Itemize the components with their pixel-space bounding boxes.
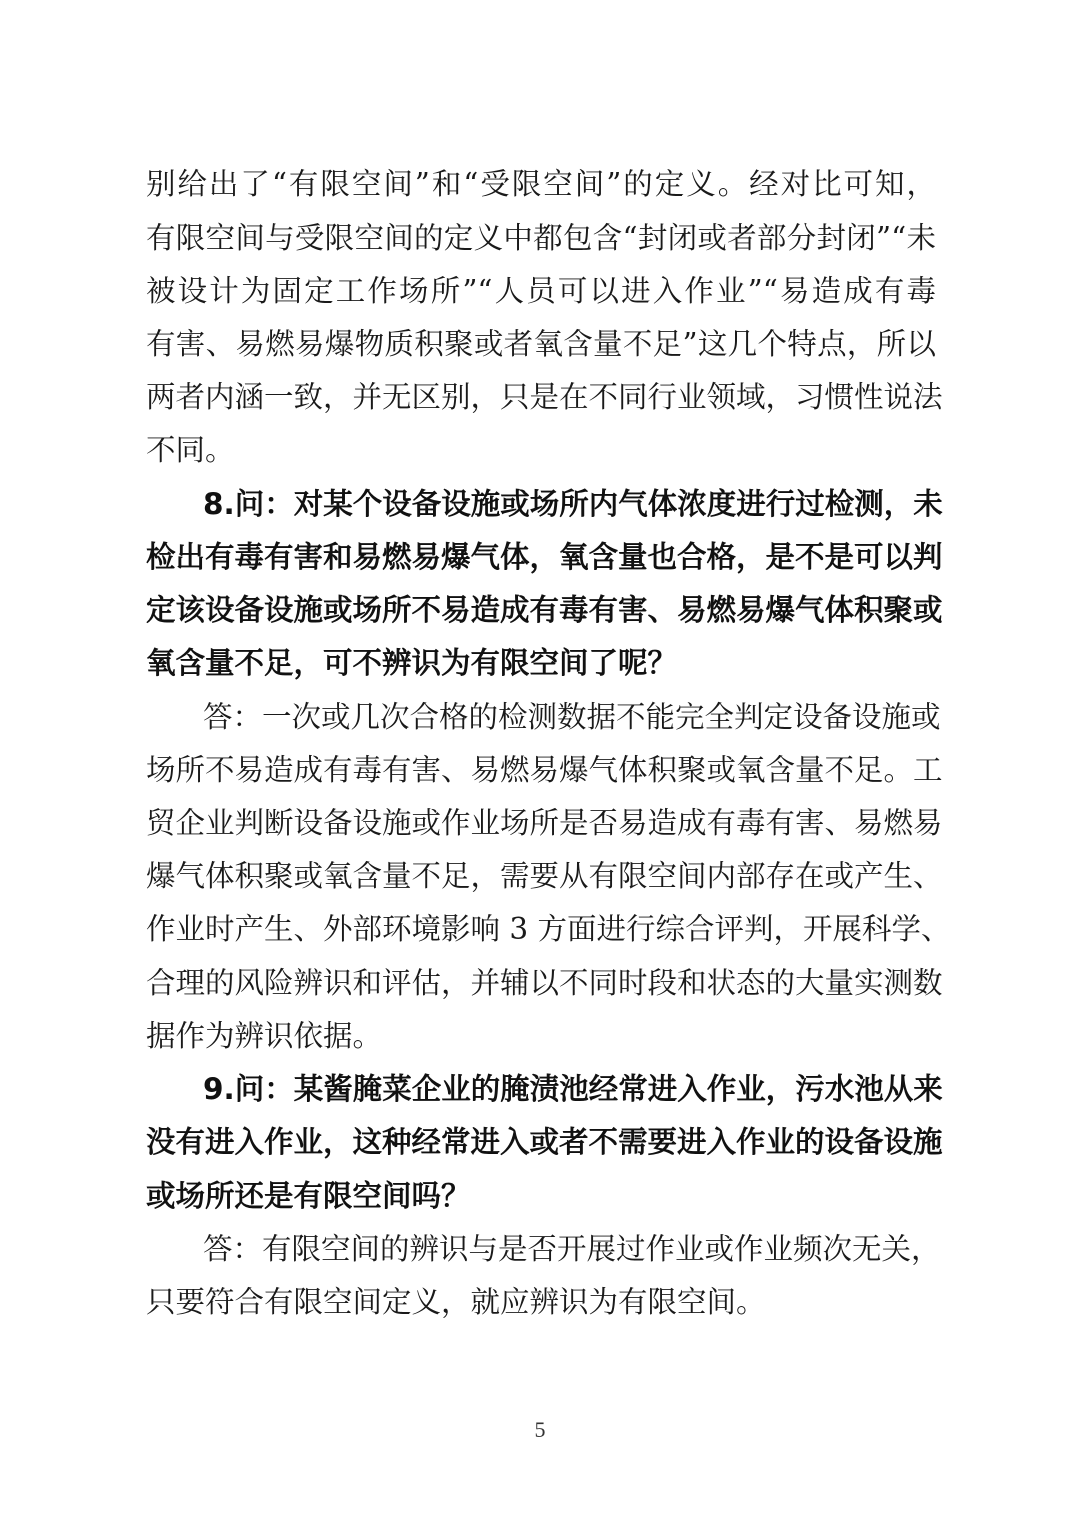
paragraph-line: 两者内涵一致，并无区别，只是在不同行业领域，习惯性说法 bbox=[146, 380, 943, 414]
answer-line: 据作为辨识依据。 bbox=[146, 1019, 383, 1053]
answer-line: 答：一次或几次合格的检测数据不能完全判定设备设施或 bbox=[203, 700, 941, 734]
question-line: 没有进入作业，这种经常进入或者不需要进入作业的设备设施 bbox=[146, 1125, 943, 1159]
question-line: 氧含量不足，可不辨识为有限空间了呢？ bbox=[146, 646, 678, 680]
answer-line: 场所不易造成有毒有害、易燃易爆气体积聚或氧含量不足。工 bbox=[146, 753, 943, 787]
paragraph-line: 有害、易燃易爆物质积聚或者氧含量不足”这几个特点，所以 bbox=[146, 327, 936, 361]
answer-line: 爆气体积聚或氧含量不足，需要从有限空间内部存在或产生、 bbox=[146, 859, 943, 893]
question-line: 定该设备设施或场所不易造成有毒有害、易燃易爆气体积聚或 bbox=[146, 593, 943, 627]
paragraph-line: 别给出了“有限空间”和“受限空间”的定义。经对比可知， bbox=[146, 167, 936, 201]
paragraph-line: 被设计为固定工作场所”“人员可以进入作业”“易造成有毒 bbox=[146, 274, 936, 308]
answer-line: 合理的风险辨识和评估，并辅以不同时段和状态的大量实测数 bbox=[146, 966, 943, 1000]
question-line: 8.问：对某个设备设施或场所内气体浓度进行过检测，未 bbox=[203, 487, 943, 521]
answer-line: 答：有限空间的辨识与是否开展过作业或作业频次无关， bbox=[203, 1232, 941, 1266]
answer-line: 贸企业判断设备设施或作业场所是否易造成有毒有害、易燃易 bbox=[146, 806, 943, 840]
answer-line: 只要符合有限空间定义，就应辨识为有限空间。 bbox=[146, 1285, 766, 1319]
question-line: 检出有毒有害和易燃易爆气体，氧含量也合格，是不是可以判 bbox=[146, 540, 943, 574]
page-number: 5 bbox=[534, 1417, 546, 1442]
answer-line: 作业时产生、外部环境影响 3 方面进行综合评判，开展科学、 bbox=[146, 912, 951, 946]
question-line: 或场所还是有限空间吗？ bbox=[146, 1179, 471, 1213]
paragraph-line: 不同。 bbox=[146, 433, 235, 467]
question-line: 9.问：某酱腌菜企业的腌渍池经常进入作业，污水池从来 bbox=[203, 1072, 943, 1106]
paragraph-line: 有限空间与受限空间的定义中都包含“封闭或者部分封闭”“未 bbox=[146, 221, 936, 255]
